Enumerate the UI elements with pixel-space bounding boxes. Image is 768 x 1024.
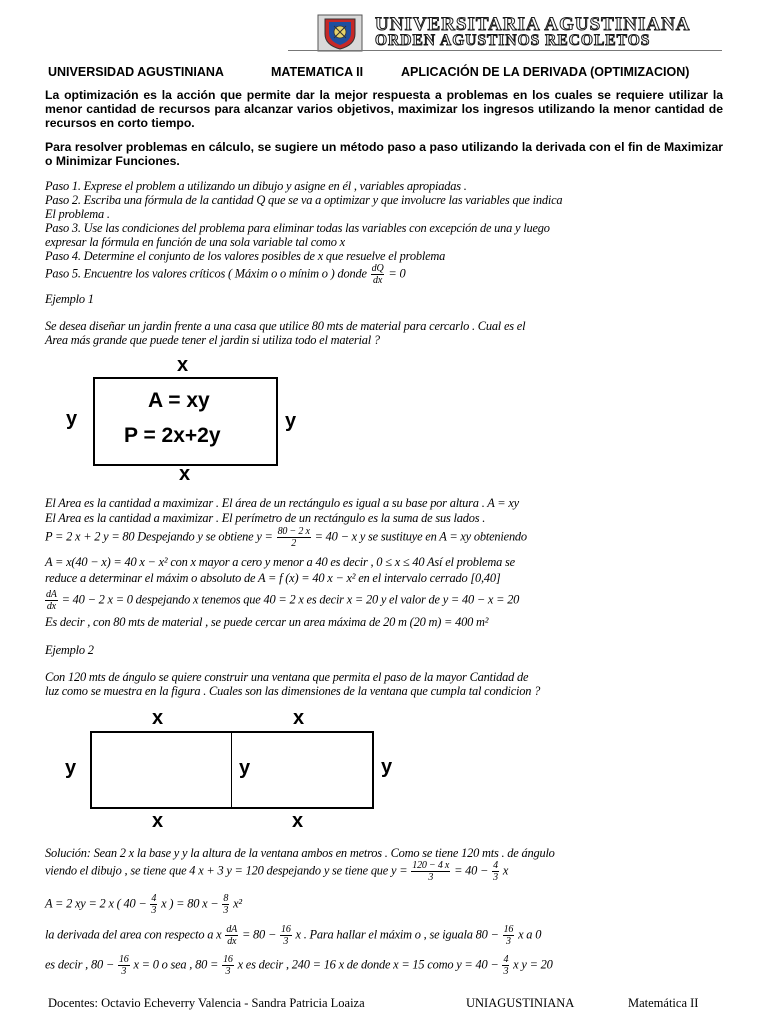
frac-num: 16 [223,954,233,965]
step-5 [45,263,405,286]
frac-num: 16 [503,924,514,935]
step-4: Paso 4. Determine el conjunto de los valores posibles de x que resuelve el problema [45,249,446,263]
text: x = 0 o sea , 80 = [133,957,219,972]
solution-line-2 [45,860,508,883]
example-1-line-3 [45,526,527,549]
fig2-label-x-bottom-right: x [292,810,304,832]
window-right-pane [231,731,374,809]
fig1-label-y-left: y [66,408,78,430]
example-1-line-2: El Area es la cantidad a maximizar . El perímetro de un rectángulo es la suma de sus lados . [45,511,486,525]
text: = 80 − [242,927,277,942]
frac-den: 3 [493,872,498,883]
fraction [502,954,509,977]
step-3-cont: expresar la fórmula en función de una sola variable tal como x [45,235,345,249]
fig2-label-y-left: y [65,757,77,779]
header-university: UNIVERSIDAD AGUSTINIANA [48,65,224,79]
header-rule [288,50,722,51]
step-1: Paso 1. Exprese el problem a utilizando un dibujo y asigne en él , variables apropiadas . [45,179,467,193]
fraction [503,924,515,947]
fig1-label-x-bottom: x [179,463,191,485]
example-1-line-4: A = x(40 − x) = 40 x − x² con x mayor a cero y menor a 40 es decir , 0 ≤ x ≤ 40 Así el problema se [45,555,515,569]
text: la derivada del area con respecto a x [45,927,222,942]
example-1-title: Ejemplo 1 [45,292,94,306]
footer-authors: Docentes: Octavio Echeverry Valencia - Sandra Patricia Loaiza [48,996,365,1010]
frac-num: 4 [503,954,509,965]
fig2-label-y-right: y [381,756,393,778]
example-1-line-1: El Area es la cantidad a maximizar . El área de un rectángulo es igual a su base por altura . A = xy [45,496,519,510]
frac-den: 3 [223,905,229,916]
step-2-cont: El problema . [45,207,110,221]
step-5-end: = 0 [388,266,406,281]
university-logo [317,14,363,52]
fig2-label-y-middle: y [239,757,251,779]
fig2-label-x-bottom-left: x [152,810,164,832]
step-2: Paso 2. Escriba una fórmula de la cantidad Q que se va a optimizar y que involucre las variables que indica [45,193,563,207]
intro-paragraph-1: La optimización es la acción que permite dar la mejor respuesta a problemas en los cuales se requiere utilizar la menor cantidad de recursos para alcanzar varios objetivos, maximizar los ingresos utilizando la menor cantidad de recursos en corto tiempo. [45,88,723,130]
derivative [45,589,58,612]
frac-num: 80 − 2 x [277,526,310,537]
frac-num: 8 [223,893,229,904]
frac-den: 3 [151,905,157,916]
frac-num: 4 [493,860,498,871]
fraction [277,526,311,549]
fraction [411,860,450,883]
fig1-area-formula: A = xy [148,389,210,412]
example-1-question-2: Area más grande que puede tener el jardin si utiliza todo el material ? [45,333,380,347]
header-topic: APLICACIÓN DE LA DERIVADA (OPTIMIZACION) [401,65,690,79]
footer-course: Matemática II [628,996,699,1010]
text: A = 2 xy = 2 x ( 40 − [45,896,147,911]
example-2-question-2: luz como se muestra en la figura . Cuales son las dimensiones de la ventana que cumpla tal condicion ? [45,684,541,698]
text: x ) = 80 x − [161,896,219,911]
step-5-derivative [371,263,385,286]
text: x [502,863,509,878]
frac-num: 4 [151,893,157,904]
example-1-line-5: reduce a determinar el máxim o absoluto de A = f (x) = 40 x − x² en el intervalo cerrado [0,40] [45,571,501,585]
text: x es decir , 240 = 16 x de donde x = 15 como y = 40 − [237,957,499,972]
text: P = 2 x + 2 y = 80 Despejando y se obtiene y = [45,529,273,544]
frac-den: dx [227,936,237,947]
frac-den: 3 [428,872,434,883]
fig2-label-x-top-left: x [152,707,164,729]
text: x . Para hallar el máxim o , se iguala 80 − [295,927,499,942]
frac-den: 3 [505,936,511,947]
solution-line-4 [45,924,541,947]
text: x² [233,896,242,911]
fig1-label-y-right: y [285,410,297,432]
fraction [118,954,130,977]
header-subject: MATEMATICA II [271,65,364,79]
text: = 40 − x y se sustituye en A = xy obteniendo [314,529,527,544]
text: = 40 − 2 x = 0 despejando x tenemos que 40 = 2 x es decir x = 20 y el valor de y = 40 − x = 20 [61,592,520,607]
frac-num: dA [46,589,57,600]
fig1-perimeter-formula: P = 2x+2y [124,424,221,447]
example-1-line-7: Es decir , con 80 mts de material , se puede cercar un area máxima de 20 m (20 m) = 400 m² [45,615,489,629]
frac-den: 3 [121,966,127,977]
frac-den: dx [46,601,56,612]
fraction [222,954,234,977]
example-1-line-6 [45,589,519,612]
fraction [280,924,292,947]
example-2-title: Ejemplo 2 [45,643,94,657]
text: x a 0 [518,927,542,942]
fraction [150,893,157,916]
frac-num: dQ [371,263,384,274]
footer-institution: UNIAGUSTINIANA [466,996,575,1010]
fig2-label-x-top-right: x [293,707,305,729]
text: = 40 − [454,863,489,878]
text: viendo el dibujo , se tiene que 4 x + 3 y = 120 despejando y se tiene que y = [45,863,408,878]
frac-num: 120 − 4 x [412,860,450,871]
step-5-text: Paso 5. Encuentre los valores críticos ( Máxim o o mínim o ) donde [45,266,367,281]
example-1-question-1: Se desea diseñar un jardin frente a una casa que utilice 80 mts de material para cercarlo . Cual es el [45,319,526,333]
fraction [222,893,229,916]
frac-num: dA [226,924,238,935]
text: es decir , 80 − [45,957,115,972]
intro-paragraph-2: Para resolver problemas en cálculo, se sugiere un método paso a paso utilizando la derivada con el fin de Maximizar o Minimizar Funciones. [45,140,723,168]
frac-den: dx [373,275,383,286]
step-3: Paso 3. Use las condiciones del problema para eliminar todas las variables con excepción de una y luego [45,221,550,235]
solution-line-3 [45,893,242,916]
window-left-pane [90,731,232,809]
example-2-question-1: Con 120 mts de ángulo se quiere construir una ventana que permita el paso de la mayor Cantidad de [45,670,529,684]
fraction [492,860,499,883]
frac-den: 3 [283,936,289,947]
text: x y = 20 [513,957,553,972]
frac-num: 16 [281,924,291,935]
frac-den: 3 [503,966,509,977]
derivative [225,924,238,947]
university-name-line2: ORDEN AGUSTINOS RECOLETOS [375,32,651,49]
frac-num: 16 [118,954,129,965]
university-name-line1: UNIVERSITARIA AGUSTINIANA [375,14,691,35]
solution-line-5 [45,954,553,977]
fig1-label-x-top: x [177,354,189,376]
frac-den: 3 [225,966,231,977]
solution-line-1: Solución: Sean 2 x la base y y la altura de la ventana ambos en metros . Como se tiene 120 mts . de ángulo [45,846,555,860]
frac-den: 2 [291,538,297,549]
